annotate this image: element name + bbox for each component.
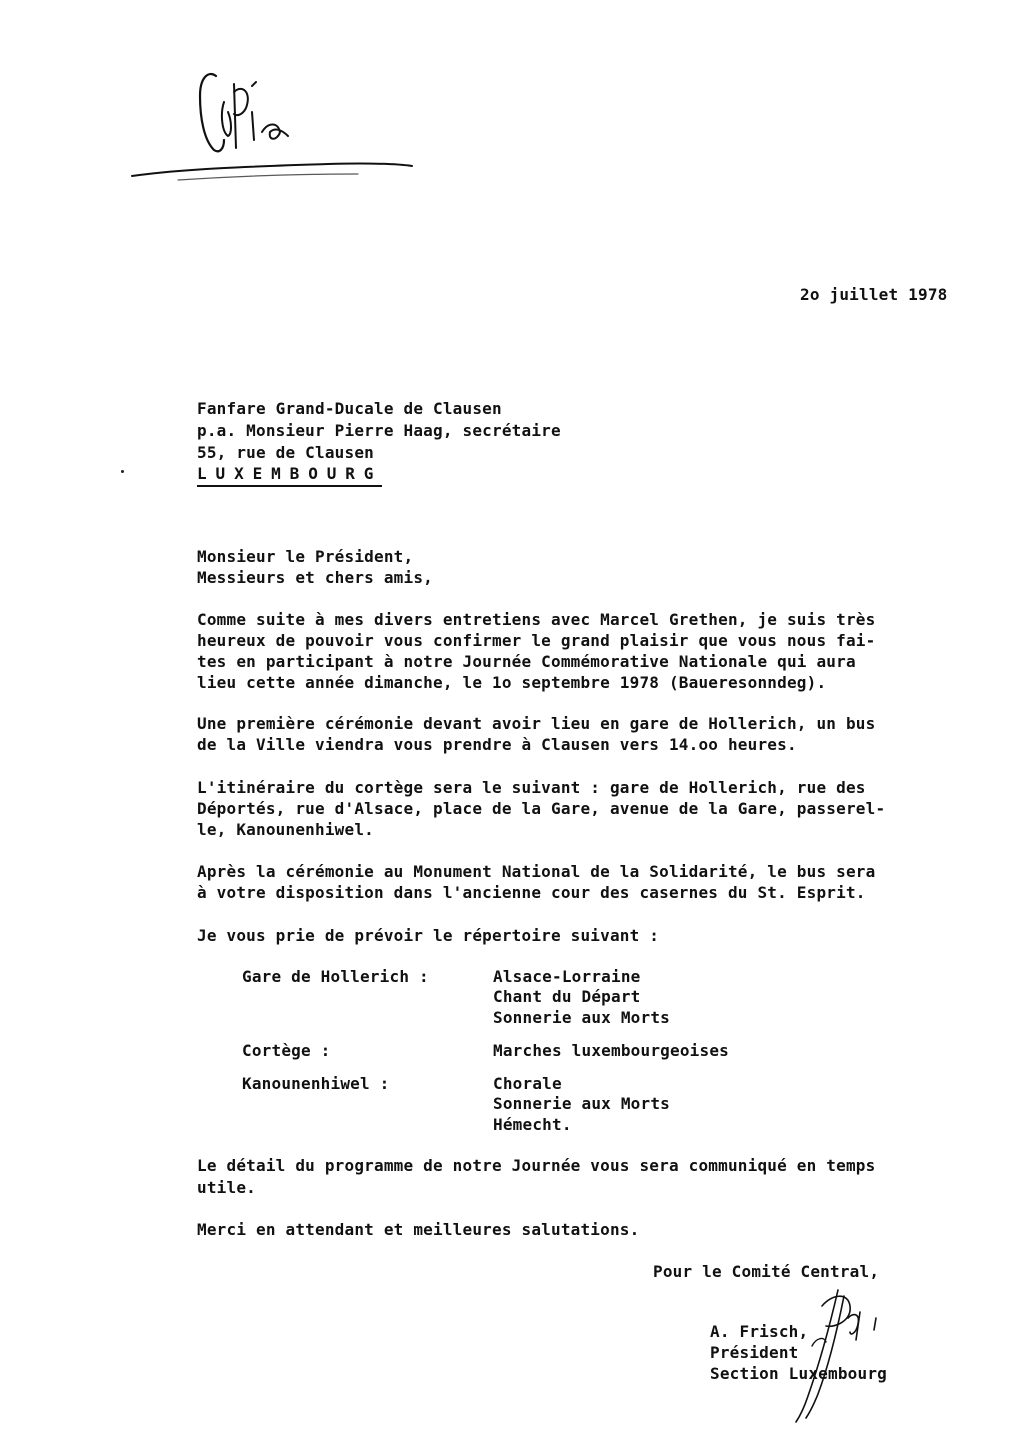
- repertoire-piece: Hémecht.: [493, 1115, 572, 1134]
- recipient-attention: p.a. Monsieur Pierre Haag, secrétaire: [197, 421, 561, 440]
- paragraph-2-line: de la Ville viendra vous prendre à Clausen vers 14.oo heures.: [197, 735, 797, 754]
- repertoire-place: Gare de Hollerich :: [242, 967, 429, 986]
- recipient-city: LUXEMBOURG: [197, 463, 382, 487]
- paragraph-3-line: le, Kanounenhiwel.: [197, 820, 374, 839]
- paragraph-6-line: Le détail du programme de notre Journée vous sera communiqué en temps: [197, 1156, 876, 1175]
- recipient-organization: Fanfare Grand-Ducale de Clausen: [197, 399, 502, 418]
- paragraph-1-line: heureux de pouvoir vous confirmer le grand plaisir que vous nous fai-: [197, 631, 876, 650]
- handwritten-signature: [752, 1276, 892, 1426]
- recipient-street: 55, rue de Clausen: [197, 443, 374, 462]
- signatory-name: A. Frisch,: [710, 1322, 809, 1341]
- repertoire-place: Cortège :: [242, 1041, 331, 1060]
- paragraph-4-line: à votre disposition dans l'ancienne cour des casernes du St. Esprit.: [197, 883, 866, 902]
- paragraph-1-line: tes en participant à notre Journée Commémorative Nationale qui aura: [197, 652, 856, 671]
- paragraph-6-line: utile.: [197, 1178, 256, 1197]
- paragraph-5: Je vous prie de prévoir le répertoire suivant :: [197, 926, 660, 945]
- repertoire-piece: Marches luxembourgeoises: [493, 1041, 729, 1060]
- stray-mark: [121, 470, 124, 473]
- repertoire-piece: Chorale: [493, 1074, 562, 1093]
- salutation-line-2: Messieurs et chers amis,: [197, 568, 433, 587]
- repertoire-piece: Sonnerie aux Morts: [493, 1008, 670, 1027]
- letter-date: 2o juillet 1978: [800, 285, 948, 304]
- paragraph-1-line: lieu cette année dimanche, le 1o septembre 1978 (Baueresonndeg).: [197, 673, 827, 692]
- signatory-title: Président: [710, 1343, 799, 1362]
- copie-handwritten-annotation: [128, 62, 428, 192]
- paragraph-2-line: Une première cérémonie devant avoir lieu en gare de Hollerich, un bus: [197, 714, 876, 733]
- paragraph-4-line: Après la cérémonie au Monument National de la Solidarité, le bus sera: [197, 862, 876, 881]
- repertoire-piece: Sonnerie aux Morts: [493, 1094, 670, 1113]
- closing-line: Pour le Comité Central,: [653, 1262, 880, 1281]
- repertoire-place: Kanounenhiwel :: [242, 1074, 390, 1093]
- repertoire-piece: Alsace-Lorraine: [493, 967, 641, 986]
- paragraph-1-line: Comme suite à mes divers entretiens avec Marcel Grethen, je suis très: [197, 610, 876, 629]
- salutation-line-1: Monsieur le Président,: [197, 547, 414, 566]
- signatory-section: Section Luxembourg: [710, 1364, 887, 1383]
- paragraph-3-line: Déportés, rue d'Alsace, place de la Gare, avenue de la Gare, passerel-: [197, 799, 886, 818]
- paragraph-7: Merci en attendant et meilleures salutations.: [197, 1220, 640, 1239]
- repertoire-piece: Chant du Départ: [493, 987, 641, 1006]
- paragraph-3-line: L'itinéraire du cortège sera le suivant : gare de Hollerich, rue des: [197, 778, 866, 797]
